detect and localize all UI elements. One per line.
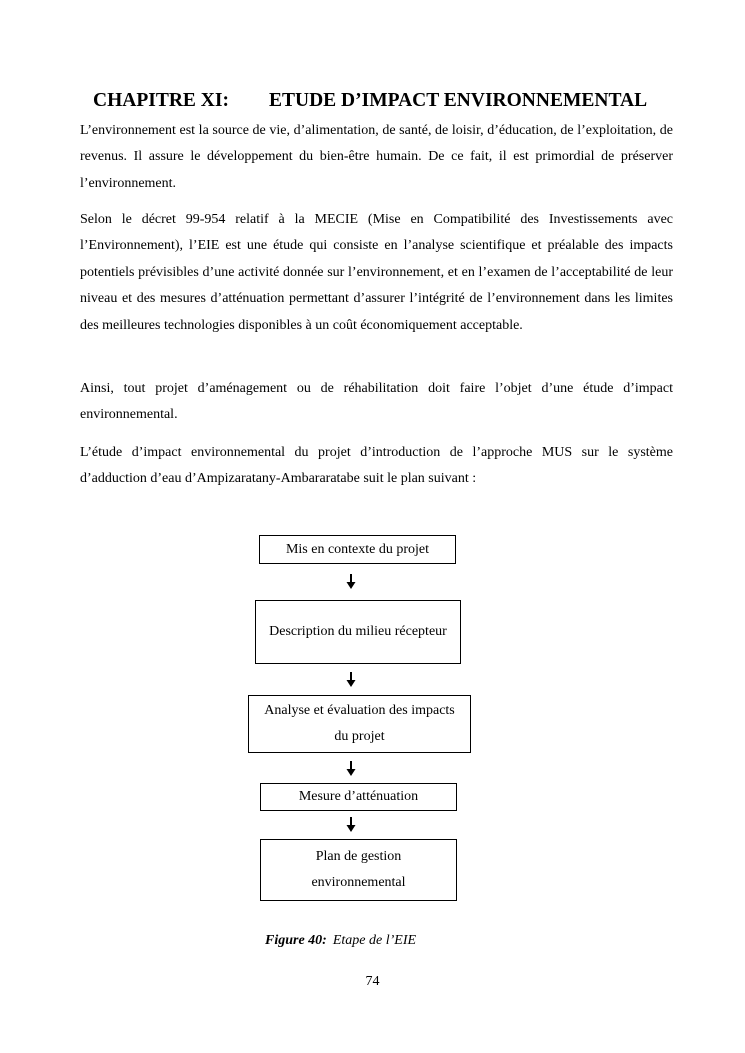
down-arrow-icon	[345, 672, 357, 688]
flow-step-label: Mesure d’atténuation	[298, 789, 419, 804]
paragraph-mecie-definition: Selon le décret 99-954 relatif à la MECIE (Mise en Compatibilité des Investissements avec l’Environnement), l’EIE est une étude qui consiste en l’analyse scientifique et préalable des impacts potentiels prévisibles d’une activité donnée sur l’environnement, et en l’examen de l’acceptabilité de leur niveau et des mesures d’atténuation permettant d’assurer l’intégrité de l’environnement dans les limites des meilleures technologies disponibles à un coût économiquement acceptable.	[80, 212, 673, 333]
chapter-heading	[93, 90, 673, 112]
figure-label: Figure 40:	[265, 933, 327, 948]
flow-step-label: Description du milieu récepteur	[269, 624, 447, 639]
chapter-number: CHAPITRE XI:	[93, 90, 229, 111]
flow-step-context	[259, 535, 456, 564]
flow-step-receiving-environment	[255, 600, 461, 664]
paragraph-project-obligation: Ainsi, tout projet d’aménagement ou de réhabilitation doit faire l’objet d’une étude d’impact environnemental.	[80, 381, 673, 423]
paragraph-intro: L’environnement est la source de vie, d’alimentation, de santé, de loisir, d’éducation, de l’exploitation, de revenus. Il assure le développement du bien-être humain. De ce fait, il est primordial de préserver l’environnement.	[80, 123, 673, 191]
down-arrow-icon	[345, 761, 357, 777]
flow-step-mitigation	[260, 783, 457, 811]
flow-step-label: Mis en contexte du projet	[285, 541, 430, 557]
chapter-title: ETUDE D’IMPACT ENVIRONNEMENTAL	[269, 90, 648, 111]
page-number: 74	[365, 974, 380, 989]
flow-step-label: Analyse et évaluation des impacts du projet	[264, 703, 455, 744]
flow-step-impact-analysis	[248, 695, 471, 753]
figure-caption	[265, 933, 416, 949]
down-arrow-icon	[345, 574, 357, 590]
figure-caption-text: Etape de l’EIE	[332, 933, 417, 948]
flow-step-label: Plan de gestion environnemental	[311, 849, 406, 890]
flow-step-management-plan	[260, 839, 457, 901]
down-arrow-icon	[345, 817, 357, 833]
paragraph-plan-intro: L’étude d’impact environnemental du projet d’introduction de l’approche MUS sur le système d’adduction d’eau d’Ampizaratany-Ambararatabe suit le plan suivant :	[80, 445, 673, 487]
